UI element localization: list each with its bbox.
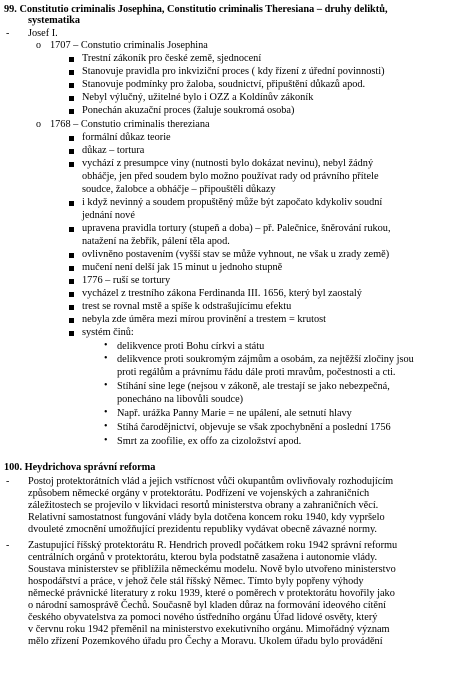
list-item-cont: jednání nové: [82, 210, 135, 221]
list-item: nebyla zde úměra mezi mírou provinění a trestem = krutost: [82, 314, 326, 325]
bullet-dot-icon: •: [104, 353, 108, 364]
paragraph-line: záležitostech se projevilo v likvidaci resortů ministerstva obrany a zahraničních věcí.: [28, 500, 379, 511]
dash-marker: -: [6, 476, 10, 487]
paragraph-line: Soustava ministerstev se přiblížila německému modelu. Nově bylo utvořeno ministerstvo: [28, 564, 396, 575]
bullet-dot-icon: •: [104, 407, 108, 418]
square-bullet-icon: [69, 162, 74, 167]
paragraph-line: německé právnické literatury z roku 1939, které o poměrech v protektorátu hovořily jako: [28, 588, 395, 599]
bullet-dot-icon: •: [104, 421, 108, 432]
bullet-dot-icon: •: [104, 380, 108, 391]
section-99-title: 99. Constitutio criminalis Josephina, Constitutio criminalis Theresiana – druhy deliktů,: [4, 4, 388, 15]
square-bullet-icon: [69, 318, 74, 323]
sub-item: Např. urážka Panny Marie = ne upálení, ale setnutí hlavy: [117, 408, 352, 419]
square-bullet-icon: [69, 83, 74, 88]
heading-1707: 1707 – Constutio criminalis Josephina: [50, 40, 208, 51]
square-bullet-icon: [69, 292, 74, 297]
section-100-title: 100. Heydrichova správní reforma: [4, 462, 156, 473]
square-bullet-icon: [69, 109, 74, 114]
list-item-cont: soudce, žalobce a obháčje – připouštěli důkazy: [82, 184, 276, 195]
list-item: Stanovuje pravidla pro inkviziční proces ( kdy řízení z úřední povinnosti): [82, 66, 385, 77]
square-bullet-icon: [69, 279, 74, 284]
list-item: ovlivněno postavením (vyšší stav se může vyhnout, ne však u zrady země): [82, 249, 390, 260]
list-item: formální důkaz teorie: [82, 132, 171, 143]
section-99-title-cont: systematika: [28, 15, 81, 26]
square-bullet-icon: [69, 305, 74, 310]
list-item: upravena pravidla tortury (stupeň a doba) – př. Palečnice, šněrování rukou,: [82, 223, 391, 234]
list-item: vychází z presumpce viny (nutnosti bylo dokázat nevinu), nebyl žádný: [82, 158, 374, 169]
square-bullet-icon: [69, 227, 74, 232]
sub-item: delikvence proti soukromým zájmům a osobám, za nejtěžší zločiny jsou: [117, 354, 414, 365]
list-item: systém činů:: [82, 327, 134, 338]
paragraph-line: Zastupující říšský protektorátu R. Hendrich provedl počátkem roku 1942 správní reformu: [28, 540, 398, 551]
josef-label: Josef I.: [28, 28, 58, 39]
dash-marker: -: [6, 28, 10, 39]
list-item: Stanovuje podmínky pro žaloba, soudnictví, připuštění důkazů apod.: [82, 79, 366, 90]
sub-item-cont: ponecháno na libovůli soudce): [117, 394, 244, 405]
list-item-cont: obháčje, jen před soudem bylo možno používat rady od právního přítele: [82, 171, 379, 182]
list-item: Ponechán akuzační proces (žaluje soukromá osoba): [82, 105, 295, 116]
paragraph-line: způsobem německé orgány v protektorátu. Podřízení ve vojenských a zahraničních: [28, 488, 370, 499]
paragraph-line: dvouleté zmocnění umožňující prezidentu republiky vydávat obecně závazné normy.: [28, 524, 378, 535]
list-item: i když nevinný a soudem propuštěný může být započato kdykoliv soudní: [82, 197, 383, 208]
square-bullet-icon: [69, 57, 74, 62]
list-item: trest se rovnal mstě a spíše k odstrašujícímu efektu: [82, 301, 292, 312]
circle-bullet-icon: o: [36, 119, 41, 130]
paragraph-line: českého obyvatelstva za pomoci nového ústředního orgánu Úřad lidové osvěty, který: [28, 612, 378, 623]
dash-marker: -: [6, 540, 10, 551]
paragraph-line: o národní samosprávě Čechů. Současně byl kladen důraz na formování ideového cítění: [28, 600, 386, 611]
paragraph-line: v červnu roku 1942 přeměnil na ministerstvo exekutivního orgánu. Mimořádný význam: [28, 624, 390, 635]
square-bullet-icon: [69, 201, 74, 206]
list-item: důkaz – tortura: [82, 145, 145, 156]
paragraph-line: Postoj protektorátních vlád a jejich vstřícnost vůči okupantům ovlivňovaly rozhodujícím: [28, 476, 394, 487]
square-bullet-icon: [69, 136, 74, 141]
list-item: Nebyl výlučný, užitelné bylo i OZZ a Koldínův zákoník: [82, 92, 314, 103]
square-bullet-icon: [69, 96, 74, 101]
sub-item: Stíhá čarodějnictví, objevuje se však zpochybnění a poslední 1756: [117, 422, 391, 433]
bullet-dot-icon: •: [104, 435, 108, 446]
sub-item: delikvence proti Bohu církvi a státu: [117, 341, 265, 352]
bullet-dot-icon: •: [104, 340, 108, 351]
paragraph-line: centrálních orgánů v protektorátu, kterou byla podstatně zasažena i autonomie vlády.: [28, 552, 378, 563]
list-item: 1776 – ruší se tortury: [82, 275, 171, 286]
heading-1768: 1768 – Constutio criminalis thereziana: [50, 119, 210, 130]
square-bullet-icon: [69, 253, 74, 258]
sub-item-cont: proti regálům a právnímu řádu dále proti mravům, počestnosti a cti.: [117, 367, 396, 378]
sub-item: Stíhání sine lege (nejsou v zákoně, ale trestají se jako nebezpečná,: [117, 381, 390, 392]
square-bullet-icon: [69, 331, 74, 336]
square-bullet-icon: [69, 266, 74, 271]
sub-item: Smrt za zoofilie, ex offo za cizoložství apod.: [117, 436, 302, 447]
square-bullet-icon: [69, 149, 74, 154]
paragraph-line: mělo zřízení Pozemkového úřadu pro Čechy a Moravu. Ukolem úřadu bylo provádění: [28, 636, 383, 647]
circle-bullet-icon: o: [36, 40, 41, 51]
paragraph-line: hospodářství a práce, v jehož čele stál říšský Němec. Tímto byly popřeny výhody: [28, 576, 364, 587]
list-item: vycházel z trestního zákona Ferdinanda III. 1656, který byl zaostalý: [82, 288, 362, 299]
square-bullet-icon: [69, 70, 74, 75]
list-item: mučení není delší jak 15 minut u jednoho stupně: [82, 262, 283, 273]
list-item-cont: natažení na žebřík, pálení těla apod.: [82, 236, 230, 247]
paragraph-line: Relativní samostatnost fungování vlády byla dotčena koncem roku 1940, kdy vypršelo: [28, 512, 385, 523]
list-item: Trestní zákoník pro české země, sjednocení: [82, 53, 262, 64]
